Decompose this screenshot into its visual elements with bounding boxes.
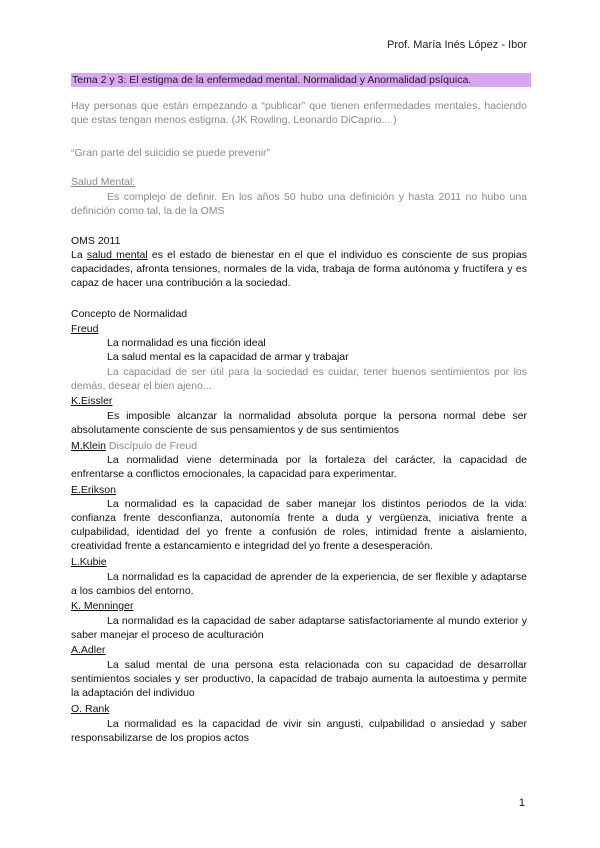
oms-text-pre: La	[71, 249, 87, 261]
oms-text-post: es el estado de bienestar en el que el individuo es consciente de sus propias capacidades, afronta tensiones, normales de la vida, trabaja de forma autónoma y fructífera y es capaz de hacer una contribución a la sociedad.	[71, 249, 527, 289]
klein-text: La normalidad viene determinada por la fortaleza del carácter, la capacidad de enfrentarse a conflictos emocionales, la capacidad para experimentar.	[71, 454, 527, 480]
klein-note: Discípulo de Freud	[106, 440, 198, 452]
adler-text: La salud mental de una persona esta relacionada con su capacidad de desarrollar sentimientos sociales y ser productivo, la capacidad de trabajo aumenta la autoestima y permite la adaptación del individuo	[71, 659, 527, 699]
salud-mental-heading: Salud Mental:	[71, 176, 136, 188]
author-eissler: K.Eissler	[71, 395, 113, 407]
rank-text: La normalidad es la capacidad de vivir sin angusti, culpabilidad o ansiedad y saber responsabilizarse de los propios actos	[71, 718, 527, 744]
freud-line-1: La normalidad es una ficción ideal	[107, 337, 266, 349]
eissler-text: Es imposible alcanzar la normalidad absoluta porque la persona normal debe ser absolutamente consciente de sus pensamientos y de sus sentimientos	[71, 410, 527, 436]
oms-salud-mental-term: salud mental	[86, 249, 148, 261]
author-freud: Freud	[71, 323, 99, 335]
intro-quote: “Gran parte del suicidio se puede prevenir”	[71, 147, 271, 159]
author-klein: M.Klein	[71, 440, 107, 452]
intro-paragraph: Hay personas que están empezando a “publicar” que tienen enfermedades mentales, haciendo que estas tengan menos estigma. (JK Rowling, Leonardo DiCaprio... )	[71, 100, 527, 126]
klein-line	[71, 439, 197, 453]
oms-heading: OMS 2011	[71, 235, 121, 247]
salud-mental-text: Es complejo de definir. En los años 50 hubo una definición y hasta 2011 no hubo una definición como tal, la de la OMS	[71, 191, 527, 217]
freud-line-2: La salud mental es la capacidad de armar y trabajar	[107, 351, 349, 363]
menninger-text: La normalidad es la capacidad de saber adaptarse satisfactoriamente al mundo exterior y saber manejar el proceso de aculturación	[71, 615, 527, 641]
author-erikson: E.Erikson	[71, 484, 116, 496]
freud-note: La capacidad de ser útil para la sociedad es cuidar, tener buenos sentimientos por los demás, desear el bien ajeno...	[71, 366, 527, 392]
author-rank: O. Rank	[71, 703, 110, 715]
header-author: Prof. María Inés López - Ibor	[386, 39, 527, 51]
kubie-text: La normalidad es la capacidad de aprender de la experiencia, de ser flexible y adaptarse a los cambios del entorno.	[71, 571, 527, 597]
author-kubie: L.Kubie	[71, 556, 107, 568]
erikson-text: La normalidad es la capacidad de saber manejar los distintos periodos de la vida: confianza frente desconfianza, autonomía frente a duda y vergüenza, iniciativa frente a culpabilidad, identidad del yo frente a confusión de roles, intimidad frente a aislamiento, creatividad frente a estancamiento e integridad del yo frente a desesperación.	[71, 498, 527, 552]
page-number: 1	[518, 797, 525, 809]
author-adler: A.Adler	[71, 644, 106, 656]
document-title: Tema 2 y 3: El estigma de la enfermedad mental. Normalidad y Anormalidad psíquica.	[71, 73, 531, 87]
normalidad-heading: Concepto de Normalidad	[71, 308, 188, 320]
oms-definition	[71, 248, 527, 290]
author-menninger: K. Menninger	[71, 600, 134, 612]
